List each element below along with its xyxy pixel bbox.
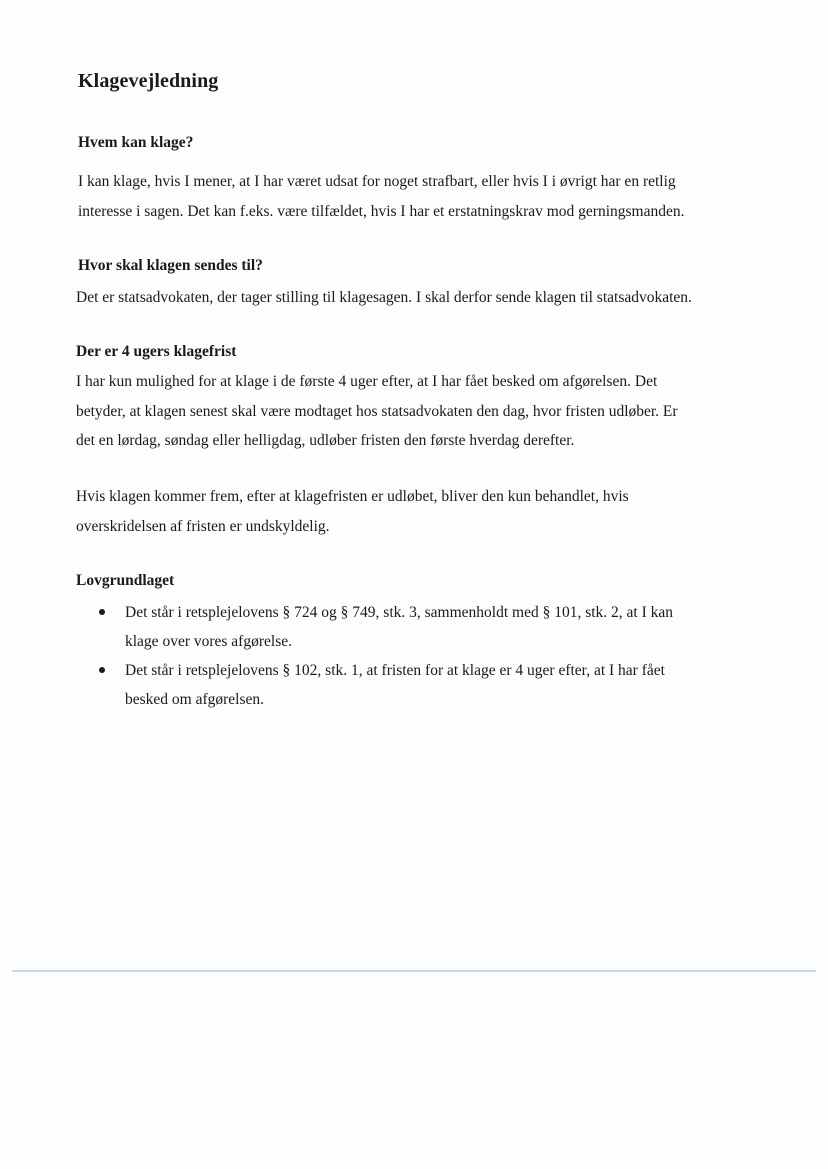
section-paragraph-late-complaint bbox=[76, 482, 629, 541]
document-title: Klagevejledning bbox=[78, 70, 219, 92]
list-item-line: Det står i retsplejelovens § 102, stk. 1, at fristen for at klage er 4 uger efter, at I har fået bbox=[125, 662, 665, 679]
list-item bbox=[96, 598, 673, 656]
list-item-line: klage over vores afgørelse. bbox=[125, 633, 292, 650]
section-heading-who-can-complain: Hvem kan klage? bbox=[78, 134, 194, 151]
section-paragraph-who-can-complain bbox=[78, 167, 685, 226]
paragraph-line: Det er statsadvokaten, der tager stilling til klagesagen. I skal derfor sende klagen til statsadvokaten. bbox=[76, 289, 692, 306]
legal-basis-list bbox=[96, 598, 673, 714]
paragraph-line: Hvis klagen kommer frem, efter at klagefristen er udløbet, bliver den kun behandlet, hvis bbox=[76, 488, 629, 505]
section-heading-legal-basis: Lovgrundlaget bbox=[76, 572, 175, 589]
page-divider bbox=[12, 970, 816, 972]
paragraph-line: I kan klage, hvis I mener, at I har været udsat for noget strafbart, eller hvis I i øvrigt har en retlig bbox=[78, 173, 676, 190]
paragraph-line: I har kun mulighed for at klage i de første 4 uger efter, at I har fået besked om afgørelsen. Det bbox=[76, 373, 658, 390]
list-item-line: besked om afgørelsen. bbox=[125, 691, 265, 708]
section-paragraph-where-to-send bbox=[76, 283, 692, 313]
bullet-icon bbox=[99, 667, 105, 673]
paragraph-line: interesse i sagen. Det kan f.eks. være tilfældet, hvis I har et erstatningskrav mod gerningsmanden. bbox=[78, 202, 685, 220]
list-item-line: Det står i retsplejelovens § 724 og § 749, stk. 3, sammenholdt med § 101, stk. 2, at I kan bbox=[125, 604, 674, 621]
section-paragraph-deadline bbox=[76, 367, 678, 456]
paragraph-line: overskridelsen af fristen er undskyldelig. bbox=[76, 517, 330, 535]
bullet-icon bbox=[99, 609, 105, 615]
paragraph-line: det en lørdag, søndag eller helligdag, udløber fristen den første hverdag derefter. bbox=[76, 432, 575, 449]
section-heading-deadline: Der er 4 ugers klagefrist bbox=[76, 343, 237, 360]
section-heading-where-to-send: Hvor skal klagen sendes til? bbox=[78, 257, 263, 274]
list-item bbox=[96, 656, 673, 714]
paragraph-line: betyder, at klagen senest skal være modtaget hos statsadvokaten den dag, hvor fristen udløber. Er bbox=[76, 402, 678, 420]
